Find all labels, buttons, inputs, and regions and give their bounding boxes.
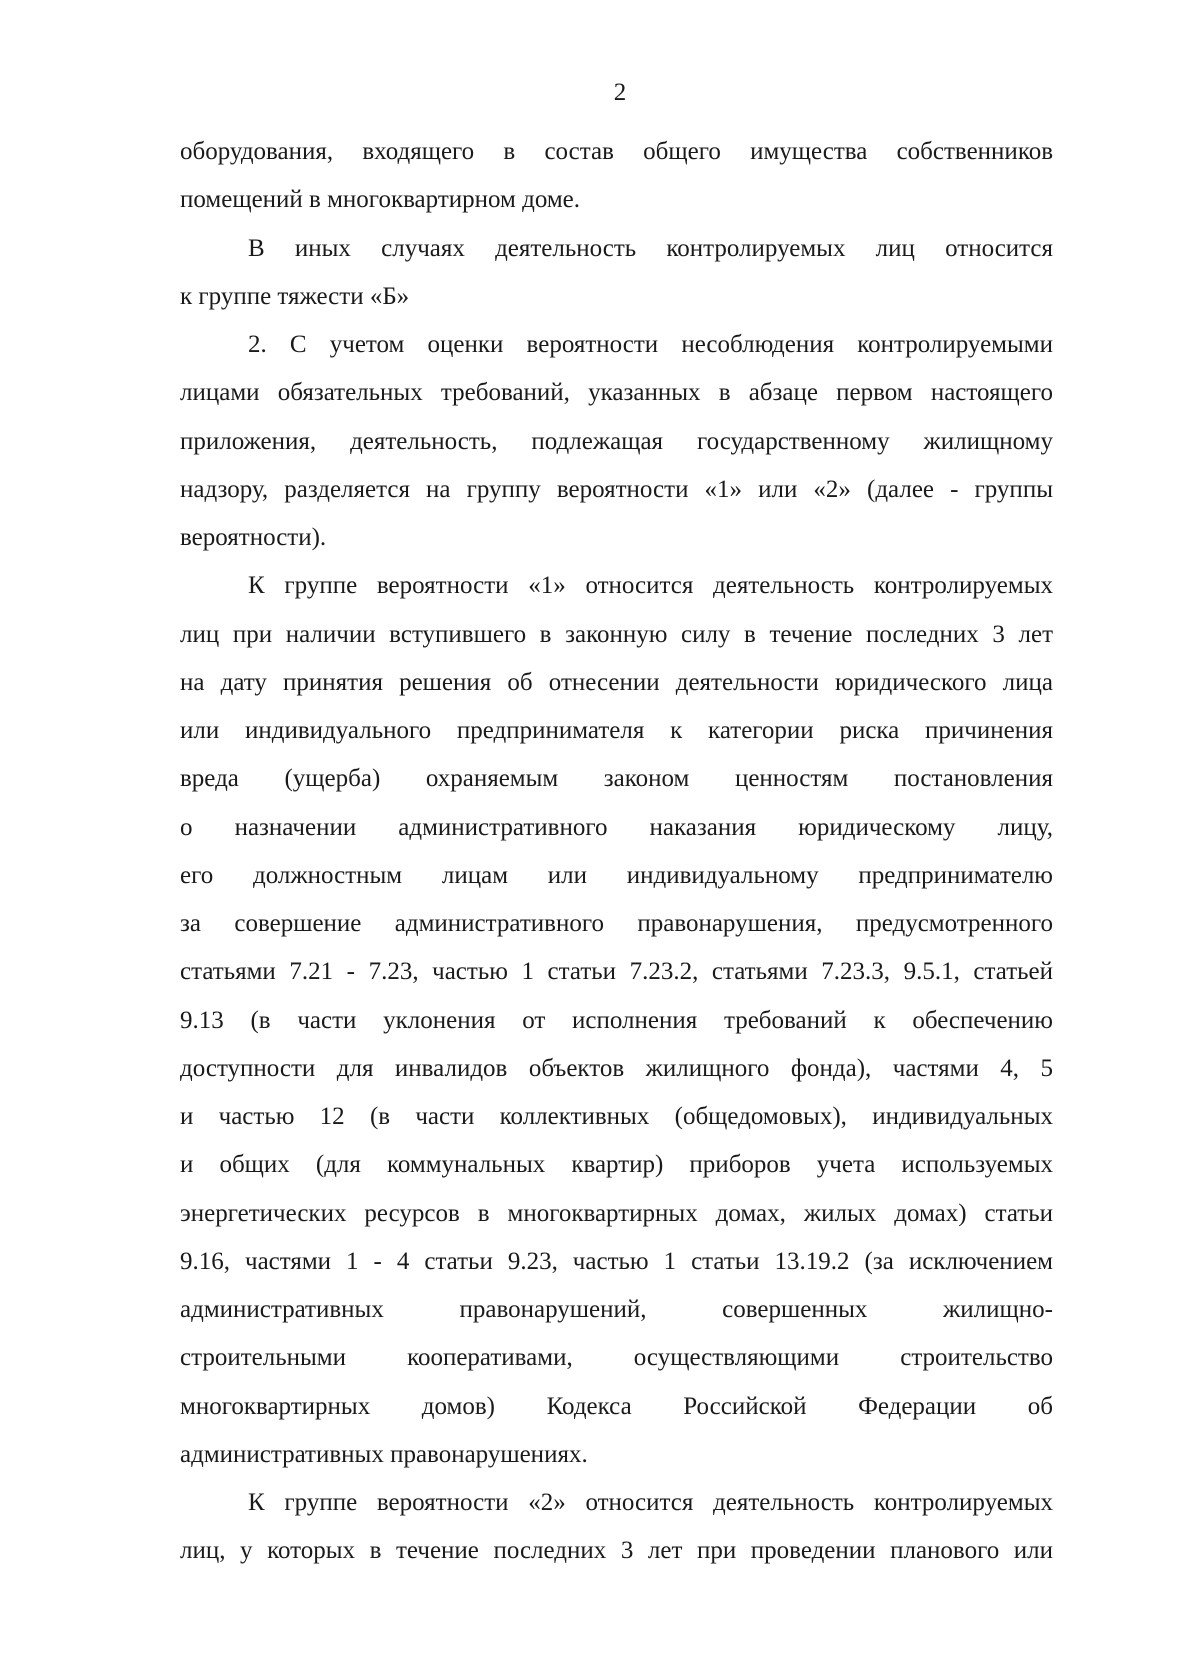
text-line: К группе вероятности «1» относится деятельность контролируемых [248, 572, 1053, 600]
text-line: административных правонарушений, совершенных жилищно- [180, 1296, 1053, 1323]
text-line: вероятности). [180, 524, 327, 551]
text-line: В иных случаях деятельность контролируемых лиц относится [248, 234, 1053, 262]
text-line: строительными кооперативами, осуществляющими строительство [180, 1344, 1053, 1372]
text-line: энергетических ресурсов в многоквартирных домах, жилых домах) статьи [180, 1199, 1053, 1227]
text-line: 9.16, частями 1 - 4 статьи 9.23, частью 1 статьи 13.19.2 (за исключением [180, 1247, 1053, 1275]
text-line: приложения, деятельность, подлежащая государственному жилищному [180, 427, 1053, 455]
text-line: надзору, разделяется на группу вероятности «1» или «2» (далее - группы [180, 475, 1053, 503]
text-line: статьями 7.21 - 7.23, частью 1 статьи 7.23.2, статьями 7.23.3, 9.5.1, статьей [180, 958, 1053, 986]
text-line: доступности для инвалидов объектов жилищного фонда), частями 4, 5 [180, 1054, 1053, 1082]
text-line: многоквартирных домов) Кодекса Российской Федерации об [180, 1392, 1053, 1420]
text-line: К группе вероятности «2» относится деятельность контролируемых [248, 1489, 1053, 1516]
text-line: и частью 12 (в части коллективных (общедомовых), индивидуальных [180, 1103, 1053, 1130]
text-line: за совершение административного правонарушения, предусмотренного [180, 910, 1053, 937]
document-body [180, 128, 1053, 1576]
text-line: административных правонарушениях. [180, 1440, 588, 1468]
text-line: 9.13 (в части уклонения от исполнения требований к обеспечению [180, 1006, 1053, 1034]
text-line: 2. С учетом оценки вероятности несоблюдения контролируемыми [248, 331, 1053, 358]
text-line: вреда (ущерба) охраняемым законом ценностям постановления [180, 765, 1053, 793]
text-line: или индивидуального предпринимателя к категории риска причинения [180, 717, 1053, 744]
text-line: и общих (для коммунальных квартир) приборов учета используемых [180, 1151, 1053, 1179]
text-line: лиц, у которых в течение последних 3 лет при проведении планового или [180, 1537, 1053, 1565]
text-line: оборудования, входящего в состав общего имущества собственников [180, 138, 1053, 165]
page-number: 2 [613, 79, 627, 106]
text-line: лицами обязательных требований, указанных в абзаце первом настоящего [180, 379, 1053, 407]
text-line: его должностным лицам или индивидуальному предпринимателю [180, 861, 1053, 889]
text-line: к группе тяжести «Б» [180, 282, 410, 310]
text-line: о назначении административного наказания юридическому лицу, [180, 813, 1053, 841]
text-line: лиц при наличии вступившего в законную силу в течение последних 3 лет [180, 620, 1053, 648]
text-line: помещений в многоквартирном доме. [180, 186, 581, 214]
text-line: на дату принятия решения об отнесении деятельности юридического лица [180, 668, 1053, 696]
